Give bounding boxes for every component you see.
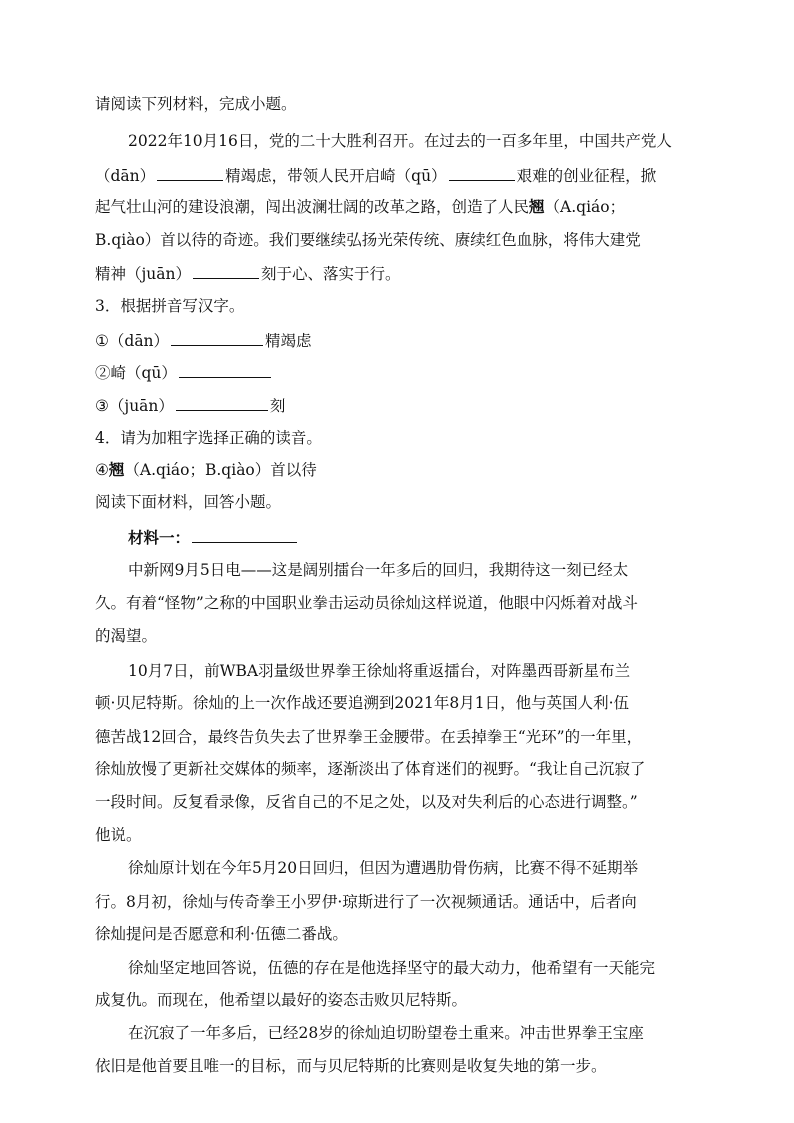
section-2-instruction: 阅读下面材料，回答小题。 bbox=[95, 493, 282, 511]
passage-line-3 bbox=[95, 197, 705, 217]
passage-text: 刻于心、落实于行。 bbox=[261, 265, 401, 283]
passage-line-2 bbox=[95, 165, 705, 186]
para-line: 徐灿坚定地回答说，伍德的存在是他选择坚守的最大动力，他希望有一天能完 bbox=[128, 959, 656, 977]
para-line: 徐灿原计划在今年5月20日回归，但因为遭遇肋骨伤病，比赛不得不延期举 bbox=[128, 859, 639, 877]
question-3-item-1 bbox=[95, 330, 705, 351]
bold-character: 翘 bbox=[108, 460, 125, 479]
answer-blank[interactable] bbox=[449, 165, 515, 181]
item-prefix: ①（dān） bbox=[95, 332, 170, 350]
pinyin-dan: （dān） bbox=[95, 167, 156, 185]
para-line: 依旧是他首要且唯一的目标，而与贝尼特斯的比赛则是收复失地的第一步。 bbox=[95, 1057, 607, 1075]
para-line: 的渴望。 bbox=[95, 627, 158, 645]
passage-line-4: B.qiào）首以待的奇迹。我们要继续弘扬光荣传统、赓续红色血脉，将伟大建党 bbox=[95, 231, 641, 249]
item-prefix: ④ bbox=[95, 461, 109, 479]
item-prefix: ②崎（qū） bbox=[95, 364, 177, 382]
para-line: 成复仇。而现在，他希望以最好的姿态击败贝尼特斯。 bbox=[95, 991, 468, 1009]
material-label-line bbox=[128, 527, 738, 548]
para-line: 顿·贝尼特斯。徐灿的上一次作战还要追溯到2021年8月1日，他与英国人利·伍 bbox=[95, 694, 630, 712]
answer-blank[interactable] bbox=[179, 362, 271, 378]
passage-text: 精竭虑，带领人民开启崎（qū） bbox=[225, 167, 447, 185]
para-line: 行。8月初，徐灿与传奇拳王小罗伊·琼斯进行了一次视频通话。通话中，后者向 bbox=[95, 893, 637, 911]
para-line: 久。有着“怪物”之称的中国职业拳击运动员徐灿这样说道，他眼中闪烁着对战斗 bbox=[95, 594, 638, 612]
para-line: 他说。 bbox=[95, 826, 142, 844]
para-line: 德苦战12回合，最终告负失去了世界拳王金腰带。在丢掉拳王“光环”的一年里， bbox=[95, 728, 643, 746]
para-line: 10月7日，前WBA羽量级世界拳王徐灿将重返擂台，对阵墨西哥新星布兰 bbox=[128, 662, 631, 680]
title-blank[interactable] bbox=[192, 527, 297, 543]
answer-blank[interactable] bbox=[176, 395, 268, 411]
question-3-item-3 bbox=[95, 395, 705, 416]
bold-character: 翘 bbox=[529, 197, 545, 216]
item-suffix: 刻 bbox=[269, 397, 286, 415]
passage-text: （A.qiáo； bbox=[544, 198, 626, 216]
para-line: 一段时间。反复看录像，反省自己的不足之处，以及对失利后的心态进行调整。” bbox=[95, 793, 638, 811]
item-suffix: 精竭虑 bbox=[265, 332, 312, 350]
passage-text: 起气壮山河的建设浪潮，闯出波澜壮阔的改革之路，创造了人民 bbox=[95, 198, 530, 216]
para-line: 在沉寂了一年多后，已经28岁的徐灿迫切盼望卷土重来。冲击世界拳王宝座 bbox=[128, 1024, 644, 1042]
question-4-title: 4．请为加粗字选择正确的读音。 bbox=[95, 429, 322, 447]
passage-line-1: 2022年10月16日，党的二十大胜利召开。在过去的一百多年里，中国共产党人 bbox=[128, 132, 672, 150]
question-3-title: 3．根据拼音写汉字。 bbox=[95, 297, 245, 315]
material-label: 材料一： bbox=[128, 528, 191, 547]
passage-text: 艰难的创业征程，掀 bbox=[516, 167, 657, 185]
answer-blank[interactable] bbox=[193, 263, 259, 279]
reading-instruction: 请阅读下列材料，完成小题。 bbox=[95, 95, 297, 113]
answer-blank[interactable] bbox=[171, 330, 263, 346]
item-text: （A.qiáo；B.qiào）首以待 bbox=[124, 461, 317, 479]
question-3-item-2 bbox=[95, 362, 705, 383]
para-line: 徐灿提问是否愿意和利·伍德二番战。 bbox=[95, 925, 348, 943]
para-line: 中新网9月5日电——这是阔别擂台一年多后的回归，我期待这一刻已经太 bbox=[128, 561, 629, 579]
passage-line-5 bbox=[95, 263, 705, 284]
para-line: 徐灿放慢了更新社交媒体的频率，逐渐淡出了体育迷们的视野。“我让自己沉寂了 bbox=[95, 760, 646, 778]
item-prefix: ③（juān） bbox=[95, 397, 174, 415]
answer-blank[interactable] bbox=[157, 165, 223, 181]
question-4-item bbox=[95, 460, 705, 480]
pinyin-juan: 精神（juān） bbox=[95, 265, 192, 283]
